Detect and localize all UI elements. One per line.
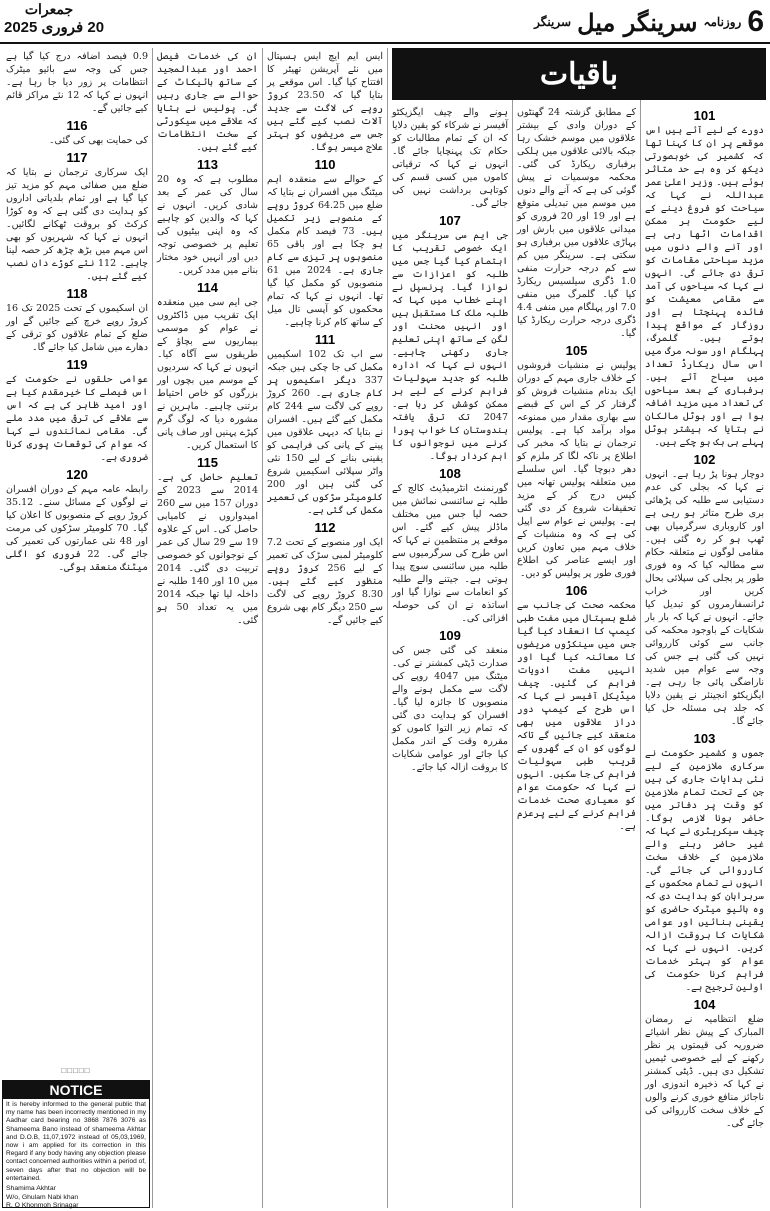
masthead-city: سرینگر: [534, 15, 572, 29]
item-number: 108: [439, 466, 461, 481]
item-number: 101: [693, 108, 716, 123]
article-text: سے اب تک 102 اسکیمیں مکمل کی جا چکی ہیں جبکہ 337 دیگر اسکیموں پر کام جاری ہے۔ 260 کروڑ روپے کی لاگت سے 244 کام مکمل کیے گئے ہیں۔ افسران نے بتایا کہ دیہی علاقوں میں پینے کے پانی کی فراہمی کو یقینی بنانے کے لیے 150 نئی واٹر سپلائی اسکیمیں شروع کی گئی ہیں اور 200 کلومیٹر سڑکوں کی تعمیر مکمل کی گئی ہے۔: [267, 349, 384, 516]
article-text: کے مطابق گزشتہ 24 گھنٹوں کے دوران وادی کے بیشتر علاقوں میں موسم خشک رہا جبکہ بالائی علاقوں میں ہلکی برفباری ریکارڈ کی گئی۔ محکمہ موسمیات نے پیش گوئی کی ہے کہ آنے والے دنوں میں موسم میں تبدیلی متوقع ہے اور 19 اور 20 فروری کو میدانی علاقوں میں بارش اور پہاڑی علاقوں میں برفباری ہو سکتی ہے۔ سرینگر میں کم سے کم درجہ حرارت منفی 1.0 ڈگری سیلسیس ریکارڈ کیا گیا۔ گلمرگ میں منفی 7.0 اور پہلگام میں منفی 4.4 ڈگری درجہ حرارت ریکارڈ کیا گیا۔: [517, 107, 636, 339]
article-text: مطلوب ہے کہ وہ 20 سال کی عمر کے بعد شادی کریں۔ انہوں نے کہا کہ والدین کو چاہیے کہ وہ اپنی بیٹیوں کی تعلیم پر خصوصی توجہ دیں اور انہیں خود مختار بنانے میں مدد کریں۔: [157, 174, 258, 276]
article-text: جی ایم سی میں منعقدہ ایک تقریب میں ڈاکٹروں نے عوام کو موسمی بیماریوں سے بچاؤ کے طریقوں سے آگاہ کیا۔ انہوں نے کہا کہ سردیوں کے موسم میں بچوں اور بزرگوں کو خاص احتیاط برتنی چاہیے۔ ماہرین نے مشورہ دیا کہ لوگ گرم کپڑے پہنیں اور صاف پانی کا استعمال کریں۔: [157, 297, 258, 451]
article-text: دورے کے لیے آئے ہیں اس موقعے پر ان کا کہنا تھا کہ کشمیر کی خوبصورتی دیکھ کر وہ بے حد متاثر ہوئے ہیں۔ وزیر اعلیٰ عمر عبداللہ نے کہا کہ سیاحت کو فروغ دینے کے لیے حکومت ہر ممکن اقدامات اٹھا رہی ہے اور آنے والے دنوں میں مزید سیاحتی مقامات کو ترقی دی جائے گی۔ انہوں نے کہا کہ سیاحوں کی آمد سے مقامی معیشت کو فائدہ پہنچتا ہے اور روزگار کے مواقع پیدا ہوتے ہیں۔ گلمرگ، پہلگام اور سونہ مرگ میں اس سال ریکارڈ تعداد میں سیاح آئے ہیں۔ برفباری کے بعد سیاحوں کی تعداد میں مزید اضافہ ہوا ہے اور ہوٹل مالکان نے بتایا کہ بیشتر ہوٹل پہلے ہی بک ہو چکے ہیں۔: [645, 125, 764, 448]
item-number: 107: [439, 213, 461, 228]
article-text: کے حوالے سے منعقدہ اہم میٹنگ میں افسران نے بتایا کہ ضلع میں 64.25 کروڑ روپے کے منصوبے زیر تکمیل ہیں۔ 73 فیصد کام مکمل ہو چکا ہے اور باقی 65 منصوبوں پر تیزی سے کام جاری ہے۔ 2024 میں 61 منصوبوں کو مکمل کیا گیا تھا۔ انہوں نے کہا کہ تمام محکموں کو آپسی تال میل کے ساتھ کام کرنا چاہیے۔: [267, 174, 383, 328]
column-1-text: [645, 109, 764, 1130]
column-4-text: [267, 50, 383, 627]
article-text: ایک سرکاری ترجمان نے بتایا کہ ضلع میں صفائی مہم کو مزید تیز کیا گیا ہے اور تمام بلدیاتی اداروں کو ہدایت دی گئی ہے کہ وہ کوڑا کرکٹ کو بروقت ٹھکانے لگائیں۔ انہوں نے کہا کہ شہریوں کو بھی اس مہم میں بڑھ چڑھ کر حصہ لینا چاہیے۔ 112 نئے کوڑے دان نصب کیے گئے ہیں۔: [6, 167, 148, 282]
item-number: 110: [314, 157, 336, 172]
columns-area: [2, 48, 768, 1208]
section-title: باقیات: [539, 56, 619, 92]
article-text: رابطہ عامہ مہم کے دوران افسران نے لوگوں کے مسائل سنے۔ 35.12 کروڑ روپے کے منصوبوں کا اعلان کیا گیا۔ 70 کلومیٹر سڑکوں کی مرمت اور 48 نئی عمارتوں کی تعمیر کی جائے گی۔ 22 فروری کو اگلی میٹنگ منعقد ہوگی۔: [6, 484, 148, 573]
article-text: جی ایم سی سرینگر میں ایک خصوصی تقریب کا اہتمام کیا گیا جس میں طلبہ کو اعزازات سے نوازا گیا۔ پرنسپل نے اپنے خطاب میں کہا کہ طلبہ ملک کا مستقبل ہیں اور انہیں محنت اور لگن کے ساتھ اپنی تعلیم جاری رکھنی چاہیے۔ انہوں نے کہا کہ ادارہ طلبہ کو جدید سہولیات فراہم کرنے کے لیے ہر ممکن کوشش کر رہا ہے۔ 2047 تک ترقی یافتہ ہندوستان کا خواب پورا کرنے میں نوجوانوں کا اہم کردار ہوگا۔: [392, 230, 508, 462]
article-text: ہونے والے چیف ایگزیکٹو آفیسر نے شرکاء کو یقین دلایا کہ ان کے تمام مطالبات کو حکام تک پہنچایا جائے گا۔ انہوں نے کہا کہ ترقیاتی کاموں میں کسی قسم کی کوتاہی برداشت نہیں کی جائے گی۔: [392, 107, 508, 209]
article-text: ان اسکیموں کے تحت 2025 تک 16 کروڑ روپے خرچ کیے جائیں گے اور ضلع کے تمام علاقوں کو ترقی کے دھارے میں شامل کیا جائے گا۔: [6, 303, 149, 353]
column-2: [512, 48, 640, 1208]
item-number: 112: [314, 520, 336, 535]
masthead: [534, 2, 764, 42]
item-number: 115: [197, 455, 218, 470]
column-6-text: [6, 50, 148, 574]
section-banner: [392, 48, 766, 100]
column-6: [2, 48, 152, 1076]
article-text: منعقد کی گئی جس کی صدارت ڈپٹی کمشنر نے کی۔ میٹنگ میں 4047 روپے کی لاگت سے مکمل ہونے والے منصوبوں کا جائزہ لیا گیا۔ افسران کو ہدایت دی گئی کہ تمام زیر التوا کاموں کو مقررہ وقت کے اندر مکمل کیا جائے اور عوامی شکایات کا بروقت ازالہ کیا جائے۔: [392, 645, 508, 773]
article-text: جموں و کشمیر حکومت نے سرکاری ملازمین کے لیے نئی ہدایات جاری کی ہیں جن کے تحت تمام ملازمین کو وقت پر دفاتر میں حاضر ہونا لازمی ہوگا۔ چیف سیکریٹری نے کہا کہ غیر حاضر رہنے والے ملازمین کے خلاف سخت کارروائی کی جائے گی۔ انہوں نے تمام محکموں کے سربراہان کو ہدایت دی کہ وہ بائیو میٹرک حاضری کو یقینی بنائیں اور عوامی شکایات کا بروقت ازالہ کریں۔ انہوں نے کہا کہ عوام کو بہتر خدمات فراہم کرنا حکومت کی اولین ترجیح ہے۔: [645, 748, 764, 993]
item-number: 109: [439, 628, 461, 643]
article-text: گورنمنٹ انٹرمیڈیٹ کالج کے طلبہ نے سائنسی نمائش میں حصہ لیا جس میں مختلف ماڈلز پیش کیے گئے۔ اس موقعے پر منتظمین نے کہا کہ اس طرح کی سرگرمیوں سے طلبہ میں سائنسی سوچ پیدا ہوتی ہے۔ جیتنے والے طلبہ کو انعامات سے نوازا گیا اور اساتذہ نے ان کی حوصلہ افزائی کی۔: [392, 483, 508, 624]
day-name: جمعرات: [24, 2, 74, 18]
article-text: کی حمایت بھی کی گئی۔: [48, 135, 148, 146]
notice-signature-address: R, O Khonmoh Srinagar: [6, 1202, 79, 1210]
notice-body: It is hereby informed to the general public that my name has been incorrectly mentioned in my Aadhar card bearing no 3868 7876 3076 as Shameema Bano instead of shameema Akhtar and D.O.B, 11,07,1972 instead of 05,03,1969, now i am applied for its correction in this Regard if any body having any objection please contact concerned authorities within a period of, seven days after that no objection will be entertained.: [6, 1101, 146, 1182]
separator-dots: □□□□□: [61, 1066, 91, 1075]
notice-signature-name: Shamima Akhtar: [6, 1185, 56, 1193]
item-number: 116: [66, 118, 88, 133]
item-number: 117: [66, 150, 88, 165]
article-text: ان کی خدمات فیصل احمد اور عبدالمجید کے ساتھ بائیکاٹ کے حوالے سے جاری رہیں گی۔ پولیس نے بتایا کہ علاقے میں سیکورٹی کے سخت انتظامات کیے گئے ہیں۔: [157, 51, 258, 153]
article-text: دوچار ہونا پڑ رہا ہے۔ انہوں نے کہا کہ بجلی کی عدم دستیابی سے طلبہ کی پڑھائی بری طرح متاثر ہو رہی ہے اور کاروباری سرگرمیاں بھی ٹھپ ہو کر رہ گئی ہیں۔ مقامی لوگوں نے متعلقہ حکام سے مطالبہ کیا کہ وہ فوری طور پر بجلی کی سپلائی بحال کریں اور خراب ٹرانسفارمروں کو تبدیل کیا جائے۔ انہوں نے کہا کہ بار بار شکایات کے باوجود محکمہ کی جانب سے کوئی کارروائی نہیں کی گئی ہے جس کی وجہ سے عوام میں شدید ناراضگی پائی جا رہی ہے۔ ایگزیکٹو انجینئر نے یقین دلایا کہ جلد ہی مسئلہ حل کیا جائے گا۔: [645, 469, 764, 727]
article-text: تعلیم حاصل کی ہے۔ 2014 سے 2023 کے دوران 157 میں سے 260 امیدواروں نے کامیابی حاصل کی۔ اس کے علاوہ 19 سے 29 سال کی عمر کے نوجوانوں کو خصوصی تربیت دی گئی۔ 2014 میں 10 اور 140 طلبہ نے داخلہ لیا تھا جبکہ 2014 میں یہ تعداد 50 ہو گئی۔: [157, 472, 258, 626]
item-number: 120: [66, 467, 88, 482]
item-number: 103: [693, 731, 716, 746]
notice-signature-relation: W/o, Ghulam Nabi khan: [6, 1193, 79, 1201]
article-text: 0.9 فیصد اضافہ درج کیا گیا ہے جس کی وجہ سے بائیو میٹرک انتظامات پر زور دیا جا رہا ہے۔ انہوں نے کہا کہ 12 نئے مراکز قائم کیے جائیں گے۔: [6, 51, 148, 114]
item-number: 111: [314, 332, 336, 347]
column-3-text: [392, 106, 508, 774]
notice-title: NOTICE: [3, 1081, 149, 1099]
article-text: محکمہ صحت کی جانب سے ضلع ہسپتال میں مفت طبی کیمپ کا انعقاد کیا گیا جس میں سینکڑوں مریضوں کا معائنہ کیا گیا اور انہیں مفت ادویات فراہم کی گئیں۔ چیف میڈیکل آفیسر نے کہا کہ اس طرح کے کیمپ دور دراز علاقوں میں بھی منعقد کیے جائیں گے تاکہ لوگوں کو ان کے گھروں کے قریب طبی سہولیات فراہم کی جا سکیں۔ انہوں نے کہا کہ حکومت عوام کو معیاری صحت خدمات فراہم کرنے کے لیے پرعزم ہے۔: [517, 600, 636, 832]
article-text: پولیس نے منشیات فروشوں کے خلاف جاری مہم کے دوران ایک بدنام منشیات فروش کو گرفتار کر کے اس کے قبضے سے بھاری مقدار میں ممنوعہ مواد برآمد کیا ہے۔ پولیس ترجمان نے بتایا کہ مخبر کی اطلاع پر ناکہ لگا کر ملزم کو دھر دبوچا گیا۔ اس سلسلے میں متعلقہ پولیس تھانہ میں کیس درج کر کے مزید تحقیقات شروع کر دی گئی ہے۔ پولیس نے عوام سے اپیل کی ہے کہ وہ منشیات کے خلاف مہم میں تعاون کریں اور ایسے عناصر کی اطلاع فوری طور پر پولیس کو دیں۔: [517, 360, 636, 579]
item-number: 102: [693, 452, 716, 467]
column-5: [152, 48, 262, 1208]
item-number: 105: [565, 343, 588, 358]
article-text: عوامی حلقوں نے حکومت کے اس فیصلے کا خیرمقدم کیا ہے اور امید ظاہر کی ہے کہ اس سے علاقے کی ترقی میں مدد ملے گی۔ مقامی نمائندوں نے کہا کہ عوام کی توقعات پوری کرنا ضروری ہے۔: [6, 374, 148, 463]
column-4: [262, 48, 387, 1208]
column-3: [387, 48, 512, 1208]
item-number: 104: [693, 997, 716, 1012]
issue-date: 20 فروری 2025: [4, 19, 105, 36]
article-text: ضلع انتظامیہ نے رمضان المبارک کے پیش نظر اشیائے ضروریہ کی قیمتوں پر نظر رکھنے کے لیے خصوصی ٹیمیں تشکیل دی ہیں۔ ڈپٹی کمشنر نے کہا کہ ذخیرہ اندوزی اور ناجائز منافع خوری کرنے والوں کے خلاف سخت کارروائی کی جائے گی۔: [645, 1014, 764, 1129]
item-number: 118: [66, 286, 88, 301]
masthead-prefix: روزنامہ: [703, 15, 742, 29]
column-2-text: [517, 106, 636, 833]
item-number: 106: [565, 583, 588, 598]
column-5-text: [157, 50, 258, 627]
masthead-name: سرینگر میل: [577, 7, 698, 37]
item-number: 113: [197, 157, 218, 172]
article-text: ایک اور منصوبے کے تحت 7.2 کلومیٹر لمبی سڑک کی تعمیر کے لیے 256 کروڑ روپے منظور کیے گئے ہیں۔ 8.30 کروڑ روپے کی لاگت سے 250 دیگر کام بھی شروع کیے جائیں گے۔: [267, 537, 384, 626]
article-text: ایس ایم ایچ ایس ہسپتال میں نئے آپریشن تھیٹر کا افتتاح کیا گیا۔ اس موقعے پر بتایا گیا کہ 23.50 کروڑ روپے کی لاگت سے جدید آلات نصب کیے گئے ہیں جس سے مریضوں کو بہتر علاج میسر ہوگا۔: [267, 51, 383, 153]
column-1: [640, 48, 768, 1208]
page-number: 6: [747, 5, 764, 38]
notice-box: [2, 1080, 150, 1208]
item-number: 114: [197, 280, 218, 295]
item-number: 119: [66, 357, 88, 372]
date-box: [4, 2, 154, 42]
page-header: [0, 0, 770, 44]
